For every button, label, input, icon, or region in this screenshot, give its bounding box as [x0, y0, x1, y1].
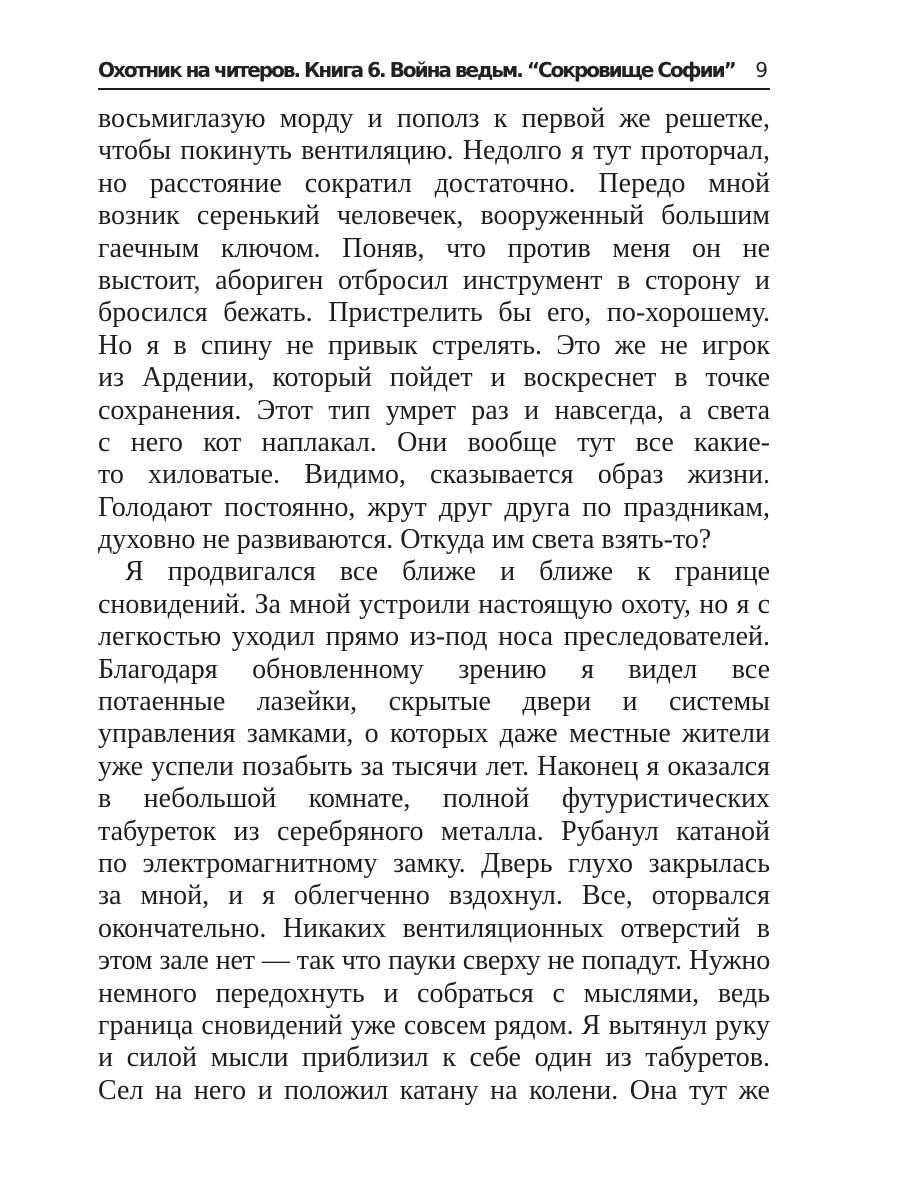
- body-text: [98, 103, 770, 1107]
- page-number: 9: [755, 58, 768, 82]
- text-line: духовно не развиваются. Откуда им света взять-то?: [98, 524, 712, 556]
- text-line: легкостью уходил прямо из-под носа преследователей.: [98, 621, 770, 653]
- text-line: Но я в спину не привык стрелять. Это же не игрок: [98, 329, 770, 361]
- text-line: Сел на него и положил катану на колени. Она тут же: [98, 1074, 770, 1106]
- text-line: в небольшой комнате, полной футуристических: [98, 783, 770, 815]
- text-line: потаенные лазейки, скрытые двери и системы: [98, 686, 770, 718]
- running-head: [98, 56, 770, 90]
- text-line: сновидений. За мной устроили настоящую охоту, но я с: [98, 588, 770, 620]
- text-line: восьмиглазую морду и пополз к первой же решетке,: [98, 103, 770, 134]
- text-line: немного передохнуть и собраться с мыслями, ведь: [98, 977, 770, 1009]
- text-line: и силой мысли приблизил к себе один из табуретов.: [98, 1042, 770, 1074]
- text-line: граница сновидений уже совсем рядом. Я вытянул руку: [98, 1009, 770, 1041]
- text-line: с него кот наплакал. Они вообще тут все какие-: [98, 426, 770, 458]
- text-line: чтобы покинуть вентиляцию. Недолго я тут проторчал,: [98, 135, 770, 167]
- text-line: Голодают постоянно, жрут друг друга по праздникам,: [98, 491, 770, 523]
- text-line: бросился бежать. Пристрелить бы его, по-хорошему.: [98, 297, 770, 329]
- text-line: выстоит, абориген отбросил инструмент в сторону и: [98, 264, 770, 296]
- text-line: за мной, и я облегченно вздохнул. Все, оторвался: [98, 880, 770, 912]
- text-line: Благодаря обновленному зрению я видел все: [98, 653, 770, 685]
- text-line: то хиловатые. Видимо, сказывается образ жизни.: [98, 459, 770, 491]
- text-line: возник серенький человечек, вооруженный большим: [98, 200, 770, 232]
- text-line: гаечным ключом. Поняв, что против меня он не: [98, 232, 770, 264]
- text-line: сохранения. Этот тип умрет раз и навсегда, а света: [98, 394, 770, 426]
- text-line: уже успели позабыть за тысячи лет. Наконец я оказался: [98, 750, 770, 782]
- text-line: табуреток из серебряного металла. Рубанул катаной: [98, 815, 770, 847]
- text-line: этом зале нет — так что пауки сверху не попадут. Нужно: [98, 945, 770, 977]
- text-line: окончательно. Никаких вентиляционных отверстий в: [98, 912, 770, 944]
- text-line: по электромагнитному замку. Дверь глухо закрылась: [98, 847, 770, 879]
- text-line: но расстояние сократил достаточно. Передо мной: [98, 167, 770, 199]
- running-title: Охотник на читеров. Книга 6. Война ведьм. “Сокровище Софии”: [98, 58, 735, 82]
- text-line: управления замками, о которых даже местные жители: [98, 718, 770, 750]
- text-line: из Ардении, который пойдет и воскреснет в точке: [98, 362, 770, 394]
- text-line: Я продвигался все ближе и ближе к границе: [125, 556, 770, 588]
